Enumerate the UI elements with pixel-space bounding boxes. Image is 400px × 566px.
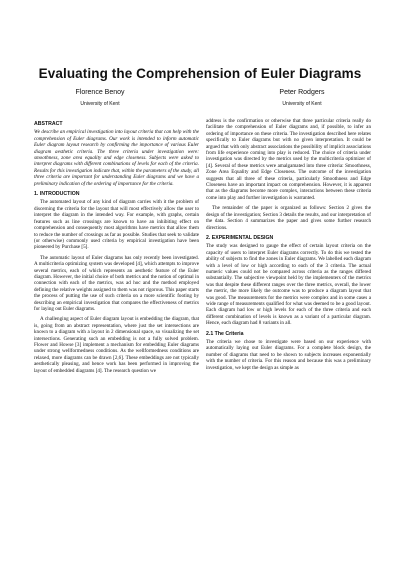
section-heading-experimental-design: 2. EXPERIMENTAL DESIGN	[206, 234, 274, 241]
right-column	[206, 118, 371, 375]
subsection-heading-criteria: 2.1 The Criteria	[206, 330, 244, 337]
paragraph: address is the confirmation or otherwise that three particular criteria really do facilitate the comprehension of Euler diagrams and, if possible, to infer an ordering of importance on these criteria. The investigation described here relates specifically to Euler diagrams but with no given interpretation. It could be argued that with only abstract associations the possibility of implicit associations from life experience coming into play is reduced. The choice of criteria under investigation was directed by the metrics used by the multicriteria optimizer of [4]. Several of these metrics were amalgamated into three criteria: Smoothness, Zone Area Equality and Edge Closeness. The outcome of the investigation suggests that all three of these criteria, particularly Smoothness and Edge Closeness have an important impact on comprehension. However, it is apparent that as the diagrams become more complex, interactions between these criteria come into play and further investigation is warranted.	[206, 118, 371, 201]
left-column	[34, 118, 199, 378]
paragraph: The remainder of the paper is organized as follows: Section 2 gives the design of the investigation; Section 3 details the results, and our interpretation of the data. Section 4 summarizes the paper and gives some further research directions.	[206, 205, 371, 231]
author-affiliation: University of Kent	[282, 101, 322, 107]
paragraph: The automatic layout of Euler diagrams has only recently been investigated. A multicriteria optimizing system was developed [4], which attempts to improve several metrics, each of which represents an aesthetic feature of the Euler diagram. However, the initial choice of both metrics and the notion of optimal in connection with each of the metrics, was ad hoc and the method employed defining the relative weights assigned to them was not rigorous. This paper starts the process of putting the use of such criteria on a more scientific footing by describing an empirical investigation that compares the effectiveness of metrics for laying out Euler diagrams.	[34, 254, 199, 312]
author-block-1	[20, 88, 180, 108]
author-name: Peter Rodgers	[279, 89, 325, 96]
paragraph: The automated layout of any kind of diagram carries with it the problem of discerning the criteria for the layout that will most effectively allow the user to interpret the diagram in the intended way. For example, with graphs, certain features such as line crossings are known to have an inhibiting effect on comprehension and consequently most algorithms have metrics that allow them to reduce the number of crossings as far as possible. Studies that seek to validate (or otherwise) commonly used criteria by empirical investigation have been pioneered by Purchase [5].	[34, 199, 199, 251]
paragraph: The study was designed to gauge the effect of certain layout criteria on the capacity of users to interpret Euler diagrams correctly. To do this we tested the ability of subjects to find the zones in Euler diagrams. We labelled each diagram with a level of low or high according to each of the 3 criteria. The actual numeric values could not be compared across criteria as the ranges differed substantially. The subjective viewpoint held by the implementers of the metrics was that despite these different ranges over the three metrics, overall, the lower the metric, the more likely the outcome was to produce a diagram layout that was good. The measurements for the metrics were complex and in some cases a wide range of measurements qualified for what was deemed to be a good layout. Each diagram had low or high levels for each of the three criteria and each different combination of levels is known as a variant of a particular diagram. Hence, each diagram had 8 variants in all.	[206, 243, 371, 327]
author-name: Florence Benoy	[75, 89, 125, 96]
paragraph: A challenging aspect of Euler diagram layout is embedding the diagram, that is, going from an abstract representation, where just the set intersections are known to a diagram with a layout in 2 dimensional space, so visualizing the set intersections. Generating such an embedding is not a fully solved problem. Flower and Howse [3] implement a mechanism for embedding Euler diagrams under strong wellformedness conditions. As the wellformedness conditions are relaxed, more diagrams can be drawn [2,6]. These embeddings are not typically aesthetically pleasing, and hence work has been performed in improving the layout of embedded diagrams [4]. The research question we	[34, 316, 199, 374]
paper-title: Evaluating the Comprehension of Euler Diagrams	[38, 66, 362, 81]
section-heading-introduction: 1. INTRODUCTION	[34, 191, 80, 198]
paragraph: The criteria we chose to investigate were based on our experience with automatically laying out Euler diagrams. For a complete block design, the number of diagrams that need to be shown to subjects increases exponentially with the number of criteria. For this reason and because this was a preliminary investigation, we kept the design as simple as	[206, 339, 371, 371]
author-block-2	[222, 88, 382, 108]
author-affiliation: University of Kent	[80, 101, 120, 107]
abstract-heading: ABSTRACT	[34, 121, 63, 127]
abstract-text: We describe an empirical investigation into layout criteria that can help with the comprehension of Euler diagrams. Our work is intended to inform automatic Euler diagram layout research by confirming the importance of various Euler diagram aesthetic criteria. The three criteria under investigation were: smoothness, zone area equality and edge closeness. Subjects were asked to interpret diagrams with different combinations of levels for each of the criteria. Results for this investigation indicate that, within the parameters of the study, all three criteria are important for understanding Euler diagrams and we have a preliminary indication of the ordering of importance for the criteria.	[34, 129, 199, 187]
